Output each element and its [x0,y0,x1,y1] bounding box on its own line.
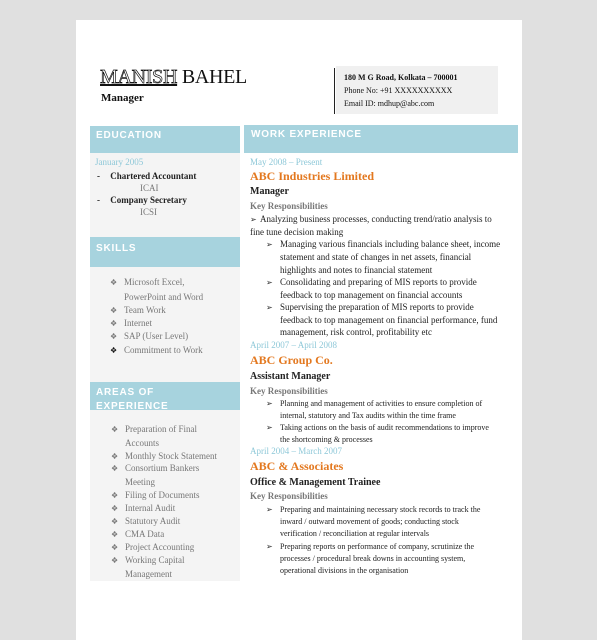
job-detail-line-continued: inward / outward movement of goods; conducting stock [280,517,459,526]
contact-address: 180 M G Road, Kolkata – 700001 [344,73,458,82]
area-item-continued: Accounts [125,438,159,448]
job-company: ABC & Associates [250,459,344,473]
section-education-title: EDUCATION [96,130,162,141]
diamond-bullet-icon: ❖ [110,346,118,355]
job-detail-line: ➢ Planning and management of activities to ensure completion of [266,399,483,408]
job-date: April 2004 – March 2007 [250,446,342,456]
arrow-bullet-icon: ➢ [266,423,273,432]
skill-item: ❖ Team Work [110,305,166,315]
section-work-experience [244,125,518,153]
area-item: ❖ CMA Data [111,529,165,539]
job-company: ABC Group Co. [250,353,333,367]
name-first: MANISH [100,66,178,88]
job-detail-line-continued: management, risk control, profitability etc [280,327,432,337]
job-detail-line-continued: internal, statutory and Tax audits within the time frame [280,411,456,420]
arrow-bullet-icon: ➢ [266,505,273,514]
name-last: BAHEL [181,66,247,88]
diamond-bullet-icon: ❖ [110,278,118,287]
candidate-name [100,66,247,89]
diamond-bullet-icon: ❖ [111,504,119,513]
job-detail-line-continued: the shortcoming & processes [280,435,373,444]
diamond-bullet-icon: ❖ [110,306,118,315]
arrow-bullet-icon: ➢ [266,399,273,408]
skill-item: ❖ Commitment to Work [110,345,203,355]
skill-item: ❖ SAP (User Level) [110,331,189,341]
education-item-title: Company Secretary [110,195,187,205]
job-role: Manager [250,186,289,197]
section-areas-title-line1: AREAS OF [96,387,155,398]
area-item: ❖ Internal Audit [111,503,176,513]
job-lead-line-continued: fine tune decision making [250,227,344,237]
job-detail-line-continued: feedback to top management on financial accounts [280,290,463,300]
area-item: ❖ Project Accounting [111,542,195,552]
job-role: Assistant Manager [250,371,331,382]
diamond-bullet-icon: ❖ [111,543,119,552]
job-detail-line-continued: operational divisions in the organisation [280,566,409,575]
job-detail-line: ➢ Managing various financials including balance sheet, income [266,239,501,249]
job-date: May 2008 – Present [250,157,323,167]
arrow-bullet-icon: ➢ [266,278,273,287]
contact-phone: Phone No: +91 XXXXXXXXXX [344,86,453,95]
job-detail-line: ➢ Preparing and maintaining necessary stock records to track the [266,505,481,514]
arrow-bullet-icon: ➢ [266,240,273,249]
education-item-bullet: - [97,195,100,205]
diamond-bullet-icon: ❖ [111,464,119,473]
skill-item-continued: PowerPoint and Word [124,292,204,302]
diamond-bullet-icon: ❖ [111,530,119,539]
diamond-bullet-icon: ❖ [110,332,118,341]
education-date: January 2005 [95,157,144,167]
job-detail-line-continued: statement and state of changes in net assets, financial [280,252,472,262]
section-areas-title-line2: EXPERIENCE [96,401,169,410]
job-resp-label: Key Responsibilities [250,491,328,501]
diamond-bullet-icon: ❖ [111,491,119,500]
area-item: ❖ Statutory Audit [111,516,181,526]
area-item-continued: Meeting [125,477,155,487]
area-item-continued: Management [125,569,172,579]
diamond-bullet-icon: ❖ [111,425,119,434]
job-detail-line-continued: verification / reconciliation at regular intervals [280,529,430,538]
area-item: ❖ Working Capital [111,555,185,565]
job-detail-line-continued: feedback to top management on financial performance, fund [280,315,498,325]
arrow-bullet-icon: ➢ [250,215,257,224]
job-date: April 2007 – April 2008 [250,340,337,350]
education-item-org: ICSI [140,207,158,217]
job-resp-label: Key Responsibilities [250,386,328,396]
contact-email: Email ID: mdhup@abc.com [344,99,435,108]
diamond-bullet-icon: ❖ [111,556,119,565]
job-detail-line-continued: highlights and notes to financial statement [280,265,433,275]
education-item-title: Chartered Accountant [110,171,197,181]
education-item-bullet: - [97,171,100,181]
header-divider [334,68,335,114]
diamond-bullet-icon: ❖ [111,452,119,461]
area-item: ❖ Monthly Stock Statement [111,451,217,461]
diamond-bullet-icon: ❖ [111,517,119,526]
section-education [90,126,240,153]
section-areas [90,382,240,410]
job-detail-line: ➢ Preparing reports on performance of company, scrutinize the [266,542,475,551]
area-item: ❖ Filing of Documents [111,490,200,500]
job-detail-line: ➢ Taking actions on the basis of audit recommendations to improve [266,423,489,432]
section-skills [90,237,240,267]
candidate-title: Manager [101,92,144,104]
area-item: ❖ Consortium Bankers [111,463,200,473]
section-work-title: WORK EXPERIENCE [251,129,362,140]
job-detail-line-continued: processes / procedural break downs in accounting system, [280,554,466,563]
diamond-bullet-icon: ❖ [110,319,118,328]
area-item: ❖ Preparation of Final [111,424,197,434]
job-detail-line: ➢ Supervising the preparation of MIS reports to provide [266,302,474,312]
job-company: ABC Industries Limited [250,169,375,183]
job-detail-line: ➢ Consolidating and preparing of MIS reports to provide [266,277,477,287]
job-role: Office & Management Trainee [250,477,381,488]
section-skills-title: SKILLS [96,243,137,254]
arrow-bullet-icon: ➢ [266,303,273,312]
skill-item: ❖ Internet [110,318,152,328]
arrow-bullet-icon: ➢ [266,542,273,551]
skill-item: ❖ Microsoft Excel, [110,277,185,287]
education-item-org: ICAI [140,183,159,193]
job-lead-line: ➢ Analyzing business processes, conducting trend/ratio analysis to [250,214,492,224]
job-resp-label: Key Responsibilities [250,201,328,211]
